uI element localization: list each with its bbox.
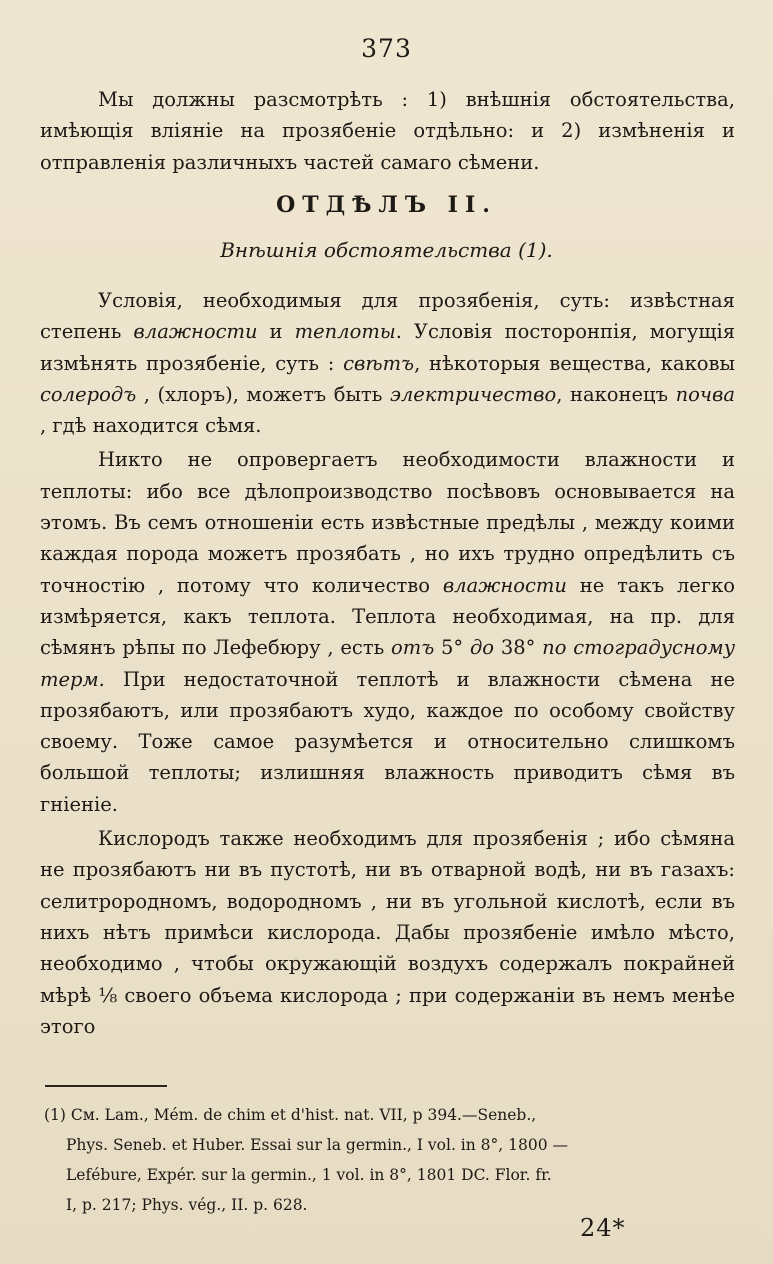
- footnote-line: Lefébure, Expér. sur la germin., 1 vol. in 8°, 1801 DC. Flor. fr.: [66, 1166, 552, 1184]
- text-run: Никто не опровергаетъ необходимости влажности и теплоты: ибо все дѣлопроизводство посѣвовъ основывается на этомъ. Въ семъ отношеніи есть извѣстные предѣлы , между коими каждая порода можетъ прозябать , но ихъ трудно опредѣлить съ точностію , потому что количество: [40, 448, 735, 597]
- text-run: , (хлоръ), можетъ быть: [136, 382, 390, 406]
- subsection-title: Внѣшнія обстоятельства (1).: [220, 238, 553, 262]
- footnote-line: (1) См. Lam., Mém. de chim et d'hist. nat. VII, p 394.—Seneb.,: [44, 1106, 537, 1124]
- italic-term: по стоградусному терм.: [40, 636, 736, 691]
- text-run: Условія, необходимыя для прозябенія, суть: извѣстная степень: [40, 289, 735, 344]
- footnote: [44, 1100, 734, 1220]
- text-run: При недостаточной теплотѣ и влажности сѣмена не прозябаютъ, или прозябаютъ худо, каждое по особому свойству своему. Тоже самое разумѣется и относительно слишкомъ большой теплоты; излишняя влажность приводитъ сѣмя въ гніеніе.: [40, 667, 735, 816]
- text-run: . Условія посторонпія, могущія измѣнять прозябеніе, суть :: [40, 320, 735, 375]
- italic-term: солеродъ: [40, 382, 137, 406]
- italic-term: почва: [675, 382, 735, 406]
- italic-term: свѣтъ: [343, 351, 415, 375]
- italic-term: влажности: [442, 573, 567, 597]
- body-text: [40, 285, 735, 1042]
- italic-term: влажности: [133, 320, 258, 344]
- footnote-line: I, p. 217; Phys. vég., II. p. 628.: [66, 1196, 308, 1214]
- intro-paragraph: Мы должны разсмотрѣть : 1) внѣшнія обстоятельства, имѣющія вліяніе на прозябеніе отдѣльно: и 2) измѣненія и отправленія различныхъ частей самаго сѣмени.: [40, 88, 735, 174]
- signature-mark: 24*: [580, 1214, 626, 1242]
- intro-block: [40, 84, 735, 178]
- section-title: ОТДѢЛЪ II.: [276, 192, 497, 218]
- italic-term: электричество: [389, 382, 557, 406]
- text-run: 38°: [494, 636, 543, 660]
- text-run: , наконецъ: [556, 382, 676, 406]
- paragraph-oxygen: Кислородъ также необходимъ для прозябенія ; ибо сѣмяна не прозябаютъ ни въ пустотѣ, ни въ отварной водѣ, ни въ газахъ: селитрородномъ, водородномъ , ни въ угольной кислотѣ, если въ нихъ нѣтъ примѣси кислорода. Дабы прозябеніе имѣло мѣсто, необходимо , чтобы окружающій воздухъ содержалъ покрайней мѣрѣ ⅛ своего объема кислорода ; при содержаніи въ немъ менѣе этого: [40, 827, 735, 1038]
- text-run: , гдѣ находится сѣмя.: [40, 414, 262, 438]
- text-run: и: [257, 320, 295, 344]
- italic-term: отъ: [391, 636, 435, 660]
- footnote-rule: [45, 1085, 167, 1087]
- paragraph-moisture-heat: [40, 444, 735, 820]
- italic-term: теплоты: [294, 320, 396, 344]
- text-run: 5°: [434, 636, 470, 660]
- paragraph-conditions: [40, 285, 735, 441]
- italic-term: до: [469, 636, 495, 660]
- footnote-line: Phys. Seneb. et Huber. Essai sur la germin., I vol. in 8°, 1800 —: [66, 1136, 569, 1154]
- text-run: не такъ легко измѣряется, какъ теплота. Теплота необходимая, на пр. для сѣмянъ рѣпы по Лефебюру , есть: [40, 573, 735, 660]
- page-number: 373: [361, 34, 412, 63]
- text-run: , нѣкоторыя вещества, каковы: [414, 351, 735, 375]
